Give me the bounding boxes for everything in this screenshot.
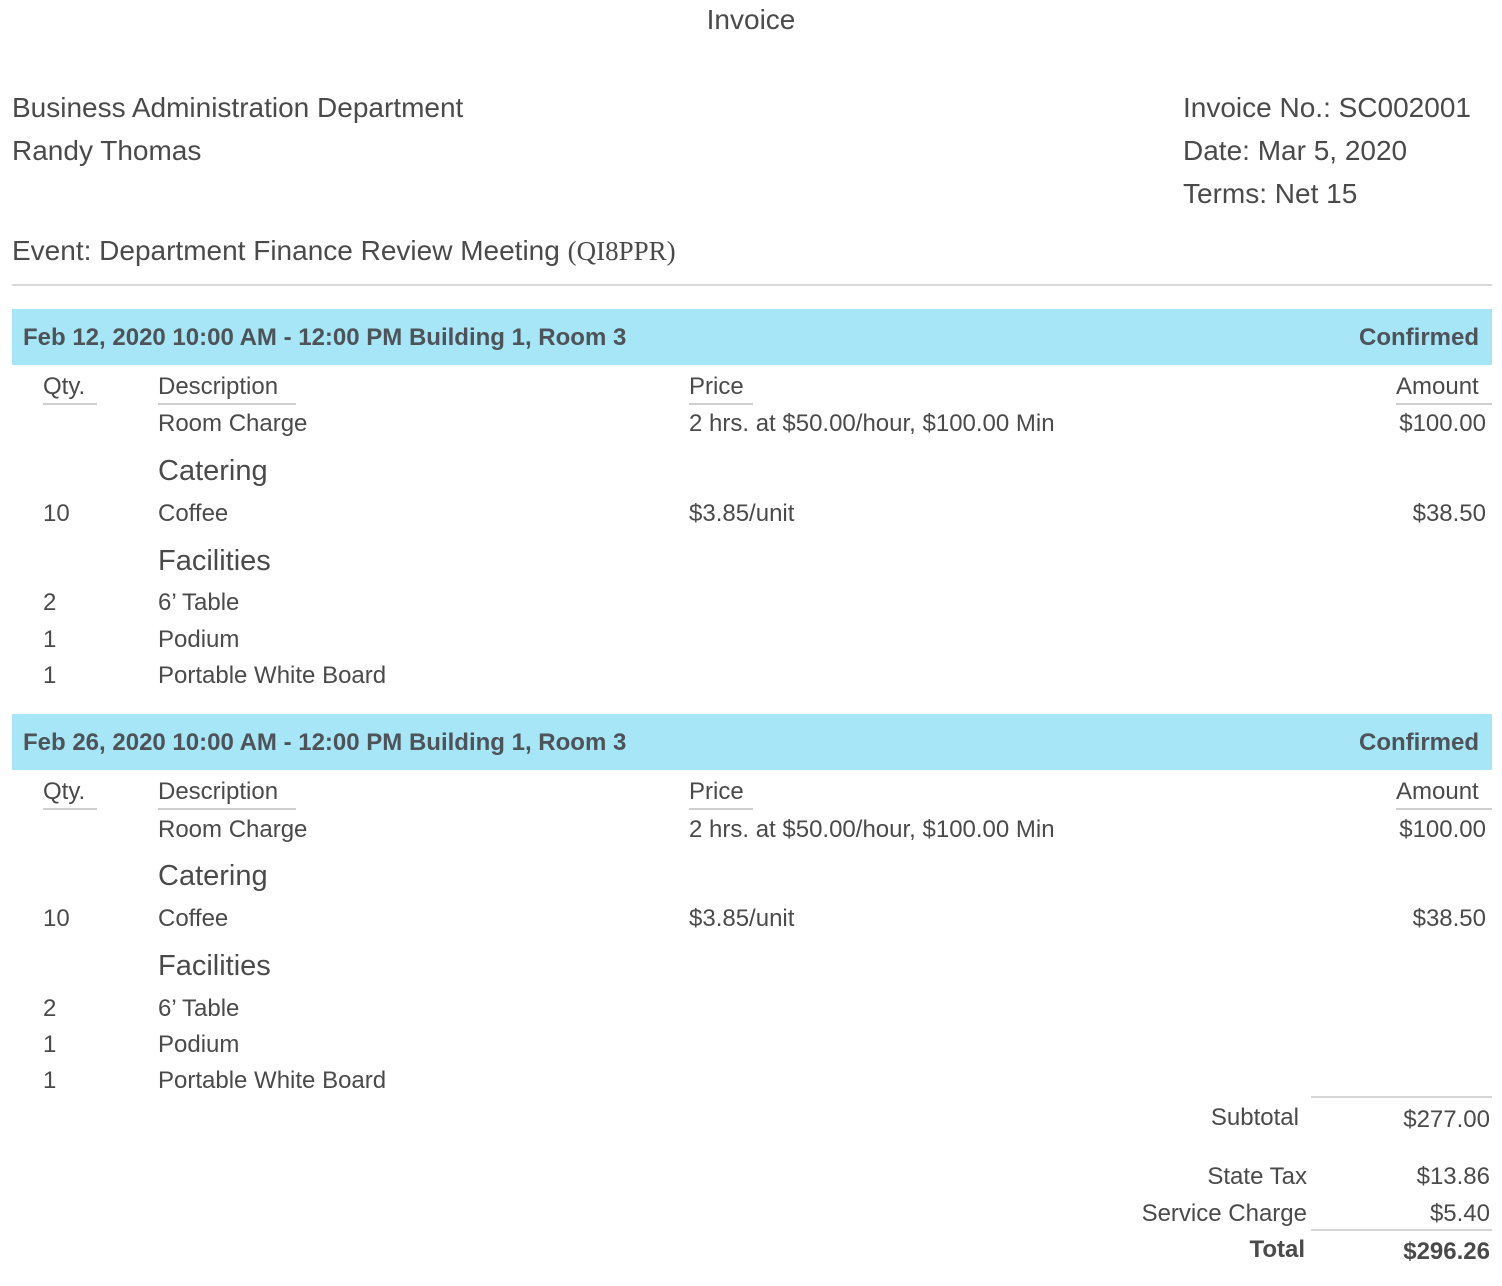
booking-header — [12, 309, 1492, 365]
column-header-description: Description — [158, 373, 296, 405]
column-header-description: Description — [158, 778, 296, 810]
item-description: 6’ Table — [158, 995, 240, 1022]
contact-name: Randy Thomas — [12, 135, 202, 166]
group-title-facilities: Facilities — [158, 545, 271, 577]
subtotal-label: Subtotal — [1210, 1104, 1299, 1131]
line-item — [12, 995, 1492, 1025]
event-label: Event: Department Finance Review Meeting — [12, 235, 560, 266]
item-price: 2 hrs. at $50.00/hour, $100.00 Min — [689, 410, 1055, 437]
event-line — [12, 235, 676, 267]
subtotal-value: $277.00 — [1403, 1106, 1490, 1133]
line-item — [12, 500, 1492, 530]
item-qty: 1 — [43, 662, 57, 689]
booking-status: Confirmed — [1359, 729, 1479, 756]
item-amount: $100.00 — [1399, 410, 1486, 437]
invoice-number: Invoice No.: SC002001 — [1183, 92, 1471, 123]
line-item — [12, 905, 1492, 935]
state-tax-value: $13.86 — [1416, 1163, 1490, 1190]
invoice-terms: Terms: Net 15 — [1183, 178, 1358, 209]
event-code: (QI8PPR) — [567, 236, 676, 266]
item-description: Portable White Board — [158, 1067, 387, 1094]
booking-section — [12, 714, 1492, 1099]
line-item-room-charge — [12, 410, 1492, 440]
item-description: Podium — [158, 1031, 240, 1058]
group-title-catering: Catering — [158, 860, 268, 892]
line-item — [12, 1067, 1492, 1097]
totals-bottom-rule — [1311, 1229, 1492, 1231]
item-qty: 2 — [43, 995, 57, 1022]
item-qty: 10 — [43, 500, 70, 527]
invoice-date: Date: Mar 5, 2020 — [1183, 135, 1408, 166]
state-tax-label: State Tax — [1207, 1163, 1307, 1190]
item-description: Coffee — [158, 905, 229, 932]
line-item — [12, 626, 1492, 656]
column-header-amount: Amount — [1396, 778, 1492, 810]
item-qty: 1 — [43, 1031, 57, 1058]
service-charge-value: $5.40 — [1429, 1200, 1490, 1227]
line-item — [12, 1031, 1492, 1061]
item-description: Room Charge — [158, 816, 308, 843]
column-header-amount: Amount — [1396, 373, 1492, 405]
booking-header — [12, 714, 1492, 770]
item-amount: $38.50 — [1412, 905, 1486, 932]
line-item — [12, 662, 1492, 692]
group-title-catering: Catering — [158, 455, 268, 487]
item-qty: 1 — [43, 626, 57, 653]
column-header-qty: Qty. — [43, 373, 97, 405]
item-price: $3.85/unit — [689, 905, 795, 932]
item-description: 6’ Table — [158, 589, 240, 616]
department-name: Business Administration Department — [12, 92, 464, 123]
item-description: Coffee — [158, 500, 229, 527]
bill-to-block — [12, 86, 463, 172]
booking-when: Feb 26, 2020 10:00 AM - 12:00 PM Building 1, Room 3 — [23, 729, 627, 756]
line-item-room-charge — [12, 816, 1492, 846]
total-label: Total — [1249, 1236, 1305, 1263]
item-qty: 2 — [43, 589, 57, 616]
booking-when: Feb 12, 2020 10:00 AM - 12:00 PM Building 1, Room 3 — [23, 324, 627, 351]
item-qty: 1 — [43, 1067, 57, 1094]
booking-status: Confirmed — [1359, 324, 1479, 351]
item-qty: 10 — [43, 905, 70, 932]
total-value: $296.26 — [1403, 1238, 1490, 1265]
item-price: $3.85/unit — [689, 500, 795, 527]
item-amount: $100.00 — [1399, 816, 1486, 843]
column-header-price: Price — [689, 778, 753, 810]
totals-block — [1100, 1096, 1492, 1276]
item-description: Podium — [158, 626, 240, 653]
column-header-price: Price — [689, 373, 753, 405]
page-title: Invoice — [706, 4, 796, 35]
line-item — [12, 589, 1492, 619]
item-price: 2 hrs. at $50.00/hour, $100.00 Min — [689, 816, 1055, 843]
item-amount: $38.50 — [1412, 500, 1486, 527]
booking-section — [12, 309, 1492, 694]
totals-top-rule — [1311, 1096, 1492, 1098]
service-charge-label: Service Charge — [1141, 1200, 1307, 1227]
column-header-qty: Qty. — [43, 778, 97, 810]
item-description: Room Charge — [158, 410, 308, 437]
group-title-facilities: Facilities — [158, 950, 271, 982]
item-description: Portable White Board — [158, 662, 387, 689]
header-divider — [12, 284, 1492, 286]
invoice-meta-block — [1183, 86, 1471, 215]
